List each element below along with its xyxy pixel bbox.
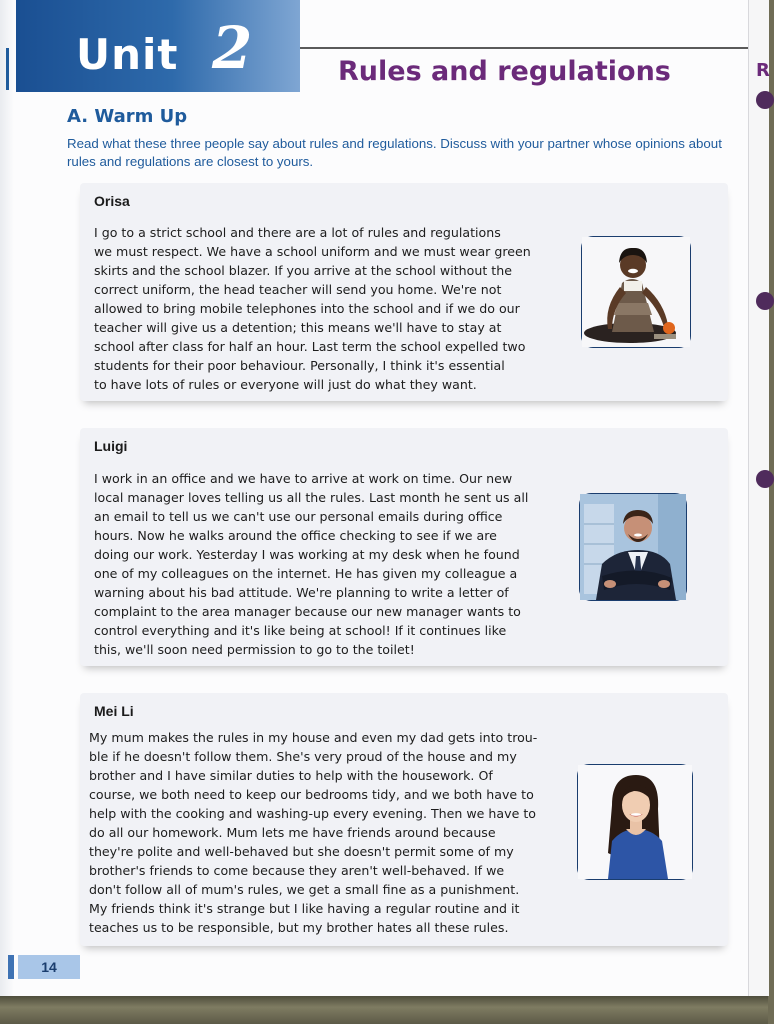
opinion-text (94, 223, 531, 394)
page-number-accent (8, 955, 14, 979)
text-line: they're polite and well-behaved but she doesn't permit some of my (89, 844, 514, 859)
next-page-letter: R (756, 60, 770, 81)
text-line: doing our work. Yesterday I was working at my desk when he found (94, 547, 520, 562)
businessman-photo (579, 493, 687, 601)
girl-illustration (578, 765, 692, 879)
text-line: local manager loves telling us all the rules. Last month he sent us all (94, 490, 529, 505)
text-line: control everything and it's like being at school! If it continues like (94, 623, 507, 638)
text-line: course, we both need to keep our bedrooms tidy, and we both have to (89, 787, 534, 802)
exercise-badge (756, 292, 774, 310)
text-line: help with the cooking and washing-up every evening. Then we have to (89, 806, 536, 821)
opinion-text (94, 469, 528, 659)
text-line: ble if he doesn't follow them. She's very proud of the house and my (89, 749, 517, 764)
text-line: to have lots of rules or everyone will just do what they want. (94, 377, 477, 392)
text-line: brother and I have similar duties to help with the housework. Of (89, 768, 493, 783)
speaker-name: Luigi (94, 438, 128, 454)
opinion-text (89, 728, 537, 937)
speaker-name: Mei Li (94, 703, 134, 719)
text-line: I work in an office and we have to arrive at work on time. Our new (94, 471, 513, 486)
girl-photo (577, 764, 693, 880)
student-photo (581, 236, 691, 348)
text-line: school after class for half an hour. Last term the school expelled two (94, 339, 526, 354)
page-spine (0, 0, 14, 996)
text-line: brother's friends to come because they aren't well-behaved. If we (89, 863, 505, 878)
instructions-text: Read what these three people say about rules and regulations. Discuss with your partner whose opinions about rules and regulations are closest to yours. (67, 136, 722, 169)
text-line: My friends think it's strange but I like having a regular routine and it (89, 901, 520, 916)
text-line: an email to tell us we can't use our personal emails during office (94, 509, 503, 524)
text-line: allowed to bring mobile telephones into the school and if we do our (94, 301, 520, 316)
page-number: 14 (18, 955, 80, 979)
text-line: I go to a strict school and there are a lot of rules and regulations (94, 225, 501, 240)
exercise-badge (756, 470, 774, 488)
opinion-card-orisa (80, 183, 728, 401)
next-page-edge (748, 0, 769, 996)
text-line: one of my colleagues on the internet. He has given my colleague a (94, 566, 518, 581)
text-line: do all our homework. Mum lets me have friends around because (89, 825, 496, 840)
exercise-badge (756, 91, 774, 109)
text-line: My mum makes the rules in my house and even my dad gets into trou- (89, 730, 538, 745)
unit-label: Unit (76, 30, 179, 79)
section-heading: A. Warm Up (67, 106, 188, 127)
girl-sitting-illustration (582, 237, 690, 347)
text-line: this, we'll soon need permission to go to the toilet! (94, 642, 415, 657)
unit-number: 2 (212, 14, 253, 82)
spine-accent (6, 48, 9, 90)
text-line: hours. Now he walks around the office checking to see if we are (94, 528, 497, 543)
page-title: Rules and regulations (338, 56, 671, 87)
scan-background (0, 996, 768, 1024)
text-line: correct uniform, the head teacher will send you home. We're not (94, 282, 502, 297)
title-divider (300, 47, 748, 49)
text-line: complaint to the area manager because our new manager wants to (94, 604, 521, 619)
text-line: teacher will give us a detention; this means we'll have to stay at (94, 320, 502, 335)
opinion-card-luigi (80, 428, 728, 666)
text-line: skirts and the school blazer. If you arrive at the school without the (94, 263, 512, 278)
opinion-card-mei-li (80, 693, 728, 946)
speaker-name: Orisa (94, 193, 130, 209)
text-line: teaches us to be responsible, but my brother hates all these rules. (89, 920, 509, 935)
text-line: don't follow all of mum's rules, we get a small fine as a punishment. (89, 882, 520, 897)
text-line: warning about his bad attitude. We're planning to write a letter of (94, 585, 509, 600)
businessman-illustration (580, 494, 686, 600)
text-line: we must respect. We have a school uniform and we must wear green (94, 244, 531, 259)
text-line: students for their poor behaviour. Personally, I think it's essential (94, 358, 505, 373)
unit-banner (16, 0, 300, 92)
